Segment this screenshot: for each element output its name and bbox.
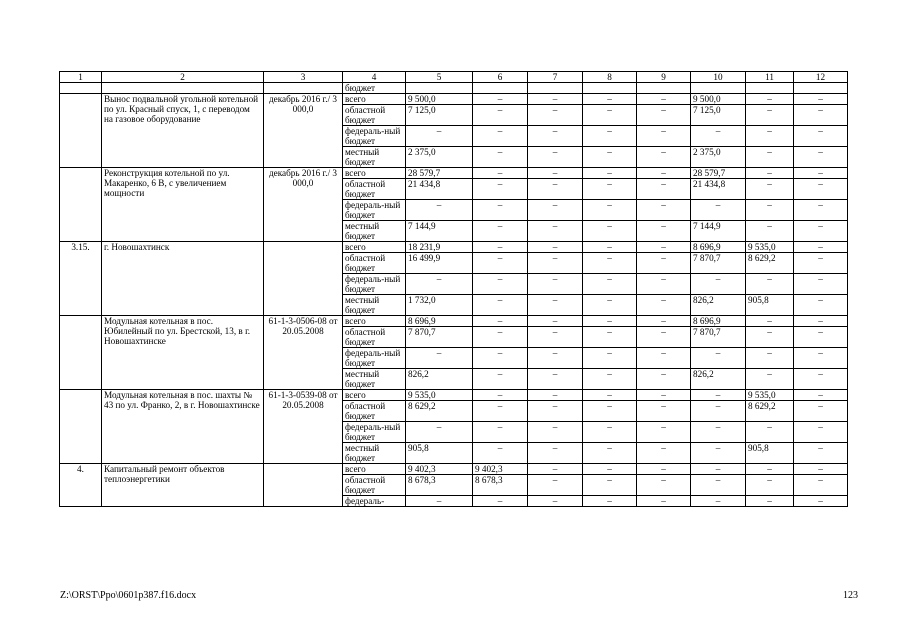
value-cell: – xyxy=(794,274,848,295)
value-cell: – xyxy=(473,179,528,200)
item-document-ref xyxy=(264,464,343,507)
budget-type-cell: всего xyxy=(343,242,406,253)
value-cell: – xyxy=(794,126,848,147)
value-cell: – xyxy=(794,401,848,422)
value-cell: – xyxy=(473,390,528,401)
table-row xyxy=(60,390,848,401)
value-cell: – xyxy=(637,464,691,475)
value-cell: – xyxy=(528,253,583,274)
value-cell: – xyxy=(528,475,583,496)
value-cell: – xyxy=(528,168,583,179)
value-cell: – xyxy=(794,94,848,105)
value-cell: – xyxy=(528,464,583,475)
header-cell: 7 xyxy=(528,72,583,83)
header-cell: 4 xyxy=(343,72,406,83)
item-description: Модульная котельная в пос. шахты № 43 по ул. Франко, 2, в г. Новошахтинске xyxy=(102,390,264,464)
table-row xyxy=(60,242,848,253)
value-cell: 905,8 xyxy=(746,443,794,464)
value-cell: – xyxy=(583,242,637,253)
item-number: 3.15. xyxy=(60,242,102,316)
value-cell: – xyxy=(583,147,637,168)
value-cell: – xyxy=(583,179,637,200)
value-cell: – xyxy=(746,274,794,295)
item-document-ref: 61-1-3-0506-08 от 20.05.2008 xyxy=(264,316,343,390)
budget-type-cell: федераль-ный бюджет xyxy=(343,126,406,147)
budget-type-cell: всего xyxy=(343,464,406,475)
value-cell: – xyxy=(583,475,637,496)
budget-type-cell: федераль-ный бюджет xyxy=(343,200,406,221)
value-cell: – xyxy=(794,105,848,126)
value-cell: – xyxy=(794,253,848,274)
value-cell: – xyxy=(406,200,473,221)
value-cell: – xyxy=(691,200,746,221)
value-cell: – xyxy=(794,200,848,221)
value-cell: 21 434,8 xyxy=(691,179,746,200)
budget-table xyxy=(59,71,848,507)
value-cell: – xyxy=(746,147,794,168)
value-cell: – xyxy=(528,179,583,200)
budget-type-cell: местный бюджет xyxy=(343,147,406,168)
value-cell: 8 678,3 xyxy=(406,475,473,496)
table-row xyxy=(60,168,848,179)
value-cell: – xyxy=(794,390,848,401)
empty-cell xyxy=(637,83,691,94)
value-cell: – xyxy=(583,348,637,369)
value-cell: 8 696,9 xyxy=(691,242,746,253)
value-cell: – xyxy=(794,316,848,327)
value-cell: – xyxy=(473,369,528,390)
value-cell: – xyxy=(583,401,637,422)
value-cell: – xyxy=(746,475,794,496)
value-cell: – xyxy=(473,295,528,316)
value-cell: – xyxy=(528,369,583,390)
value-cell: – xyxy=(473,401,528,422)
value-cell: – xyxy=(637,221,691,242)
header-cell: 1 xyxy=(60,72,102,83)
value-cell: – xyxy=(794,168,848,179)
value-cell: – xyxy=(637,443,691,464)
value-cell: – xyxy=(637,295,691,316)
value-cell: – xyxy=(583,221,637,242)
value-cell: – xyxy=(473,348,528,369)
value-cell: – xyxy=(473,242,528,253)
empty-cell xyxy=(528,83,583,94)
value-cell: – xyxy=(583,295,637,316)
value-cell: 8 629,2 xyxy=(746,253,794,274)
budget-type-cell: федераль-ный бюджет xyxy=(343,348,406,369)
value-cell: – xyxy=(691,274,746,295)
item-description: г. Новошахтинск xyxy=(102,242,264,316)
value-cell: – xyxy=(583,274,637,295)
value-cell: – xyxy=(473,147,528,168)
header-cell: 12 xyxy=(794,72,848,83)
value-cell: 9 402,3 xyxy=(406,464,473,475)
value-cell: – xyxy=(583,105,637,126)
value-cell: 9 535,0 xyxy=(746,390,794,401)
value-cell: – xyxy=(637,168,691,179)
value-cell: – xyxy=(473,496,528,507)
header-cell: 9 xyxy=(637,72,691,83)
budget-type-cell: всего xyxy=(343,94,406,105)
value-cell: 826,2 xyxy=(691,369,746,390)
value-cell: – xyxy=(637,348,691,369)
value-cell: – xyxy=(794,221,848,242)
value-cell: – xyxy=(473,221,528,242)
value-cell: 905,8 xyxy=(406,443,473,464)
value-cell: – xyxy=(637,94,691,105)
value-cell: – xyxy=(406,274,473,295)
value-cell: – xyxy=(794,327,848,348)
table-row xyxy=(60,464,848,475)
item-document-ref xyxy=(264,242,343,316)
value-cell: – xyxy=(794,348,848,369)
value-cell: – xyxy=(528,147,583,168)
value-cell: – xyxy=(746,422,794,443)
value-cell: 2 375,0 xyxy=(406,147,473,168)
value-cell: 1 732,0 xyxy=(406,295,473,316)
page-number: 123 xyxy=(843,590,858,601)
value-cell: – xyxy=(473,422,528,443)
value-cell: 7 144,9 xyxy=(691,221,746,242)
value-cell: – xyxy=(528,401,583,422)
value-cell: 8 696,9 xyxy=(406,316,473,327)
value-cell: – xyxy=(473,168,528,179)
value-cell: 7 870,7 xyxy=(406,327,473,348)
item-document-ref: декабрь 2016 г./ 3 000,0 xyxy=(264,168,343,242)
value-cell: – xyxy=(637,369,691,390)
value-cell: 8 678,3 xyxy=(473,475,528,496)
value-cell: – xyxy=(794,369,848,390)
header-row xyxy=(60,72,848,83)
value-cell: 9 535,0 xyxy=(406,390,473,401)
table-body xyxy=(60,72,848,507)
value-cell: – xyxy=(746,221,794,242)
value-cell: – xyxy=(637,390,691,401)
value-cell: 18 231,9 xyxy=(406,242,473,253)
value-cell: – xyxy=(746,464,794,475)
item-number xyxy=(60,316,102,390)
value-cell: – xyxy=(528,200,583,221)
value-cell: – xyxy=(406,496,473,507)
value-cell: – xyxy=(583,464,637,475)
value-cell: – xyxy=(473,94,528,105)
value-cell: – xyxy=(473,105,528,126)
item-description: Капитальный ремонт объектов теплоэнергетики xyxy=(102,464,264,507)
value-cell: – xyxy=(583,443,637,464)
value-cell: 905,8 xyxy=(746,295,794,316)
value-cell: – xyxy=(794,464,848,475)
empty-cell xyxy=(473,83,528,94)
header-cell: 5 xyxy=(406,72,473,83)
value-cell: – xyxy=(406,422,473,443)
budget-type-cell: федераль- xyxy=(343,496,406,507)
value-cell: – xyxy=(528,105,583,126)
value-cell: – xyxy=(794,295,848,316)
value-cell: – xyxy=(637,274,691,295)
value-cell: – xyxy=(528,422,583,443)
item-document-ref: декабрь 2016 г./ 3 000,0 xyxy=(264,94,343,168)
value-cell: – xyxy=(746,348,794,369)
value-cell: – xyxy=(794,422,848,443)
value-cell: 28 579,7 xyxy=(406,168,473,179)
value-cell: – xyxy=(746,168,794,179)
value-cell: – xyxy=(528,126,583,147)
empty-cell xyxy=(794,83,848,94)
value-cell: – xyxy=(473,126,528,147)
value-cell: – xyxy=(746,200,794,221)
value-cell: – xyxy=(637,253,691,274)
budget-type-cell: всего xyxy=(343,316,406,327)
value-cell: 9 402,3 xyxy=(473,464,528,475)
empty-cell xyxy=(691,83,746,94)
empty-cell xyxy=(583,83,637,94)
value-cell: – xyxy=(583,94,637,105)
header-cell: 2 xyxy=(102,72,264,83)
value-cell: – xyxy=(637,242,691,253)
value-cell: – xyxy=(637,200,691,221)
empty-cell xyxy=(60,83,102,94)
item-number xyxy=(60,390,102,464)
value-cell: 7 125,0 xyxy=(406,105,473,126)
value-cell: – xyxy=(528,221,583,242)
value-cell: – xyxy=(637,105,691,126)
value-cell: – xyxy=(473,200,528,221)
value-cell: – xyxy=(583,168,637,179)
value-cell: – xyxy=(528,295,583,316)
value-cell: – xyxy=(691,496,746,507)
item-number xyxy=(60,94,102,168)
value-cell: – xyxy=(691,401,746,422)
item-description: Реконструкция котельной по ул. Макаренко, 6 В, с увеличением мощности xyxy=(102,168,264,242)
value-cell: – xyxy=(528,327,583,348)
value-cell: – xyxy=(637,147,691,168)
value-cell: – xyxy=(473,327,528,348)
value-cell: – xyxy=(528,316,583,327)
value-cell: – xyxy=(583,390,637,401)
value-cell: – xyxy=(691,126,746,147)
footer-file-path: Z:\ORST\Ppo\0601p387.f16.docx xyxy=(60,590,197,601)
value-cell: – xyxy=(691,443,746,464)
value-cell: – xyxy=(528,390,583,401)
value-cell: – xyxy=(794,443,848,464)
budget-type-cell: областной бюджет xyxy=(343,253,406,274)
table-row xyxy=(60,83,848,94)
value-cell: 9 500,0 xyxy=(691,94,746,105)
value-cell: 16 499,9 xyxy=(406,253,473,274)
value-cell: 7 870,7 xyxy=(691,253,746,274)
value-cell: 9 535,0 xyxy=(746,242,794,253)
value-cell: – xyxy=(473,253,528,274)
budget-type-cell: областной бюджет xyxy=(343,179,406,200)
budget-type-cell: областной бюджет xyxy=(343,401,406,422)
value-cell: 28 579,7 xyxy=(691,168,746,179)
budget-type-cell: местный бюджет xyxy=(343,369,406,390)
value-cell: – xyxy=(583,126,637,147)
value-cell: – xyxy=(583,253,637,274)
value-cell: – xyxy=(637,316,691,327)
value-cell: – xyxy=(637,475,691,496)
budget-type-cell: местный бюджет xyxy=(343,443,406,464)
value-cell: – xyxy=(528,274,583,295)
value-cell: – xyxy=(746,179,794,200)
budget-type-cell: федераль-ный бюджет xyxy=(343,422,406,443)
item-number xyxy=(60,168,102,242)
value-cell: 826,2 xyxy=(406,369,473,390)
value-cell: – xyxy=(691,348,746,369)
empty-cell xyxy=(102,83,264,94)
value-cell: – xyxy=(794,147,848,168)
value-cell: – xyxy=(528,496,583,507)
item-description: Модульная котельная в пос. Юбилейный по ул. Брестской, 13, в г. Новошахтинске xyxy=(102,316,264,390)
header-cell: 3 xyxy=(264,72,343,83)
value-cell: 8 629,2 xyxy=(406,401,473,422)
budget-type-cell: местный бюджет xyxy=(343,295,406,316)
value-cell: – xyxy=(746,126,794,147)
value-cell: 7 144,9 xyxy=(406,221,473,242)
value-cell: – xyxy=(637,496,691,507)
value-cell: 826,2 xyxy=(691,295,746,316)
value-cell: – xyxy=(637,126,691,147)
budget-type-cell: местный бюджет xyxy=(343,221,406,242)
value-cell: – xyxy=(528,94,583,105)
value-cell: 2 375,0 xyxy=(691,147,746,168)
header-cell: 10 xyxy=(691,72,746,83)
value-cell: – xyxy=(746,316,794,327)
value-cell: 7 870,7 xyxy=(691,327,746,348)
value-cell: – xyxy=(691,422,746,443)
value-cell: – xyxy=(794,242,848,253)
value-cell: – xyxy=(746,94,794,105)
value-cell: 9 500,0 xyxy=(406,94,473,105)
table-row xyxy=(60,316,848,327)
table-row xyxy=(60,94,848,105)
value-cell: – xyxy=(473,443,528,464)
item-number: 4. xyxy=(60,464,102,507)
value-cell: – xyxy=(583,316,637,327)
empty-cell xyxy=(264,83,343,94)
budget-type-cell: федераль-ный бюджет xyxy=(343,274,406,295)
value-cell: – xyxy=(583,369,637,390)
value-cell: – xyxy=(794,179,848,200)
value-cell: – xyxy=(746,327,794,348)
value-cell: 21 434,8 xyxy=(406,179,473,200)
budget-type-cell: областной бюджет xyxy=(343,105,406,126)
value-cell: – xyxy=(794,475,848,496)
value-cell: – xyxy=(794,496,848,507)
value-cell: – xyxy=(528,242,583,253)
budget-type-cell: бюджет xyxy=(343,83,406,94)
value-cell: – xyxy=(691,475,746,496)
value-cell: – xyxy=(746,496,794,507)
budget-type-cell: всего xyxy=(343,390,406,401)
budget-type-cell: областной бюджет xyxy=(343,327,406,348)
value-cell: – xyxy=(583,496,637,507)
item-document-ref: 61-1-3-0539-08 от 20.05.2008 xyxy=(264,390,343,464)
value-cell: – xyxy=(473,274,528,295)
empty-cell xyxy=(406,83,473,94)
budget-type-cell: областной бюджет xyxy=(343,475,406,496)
item-description: Вынос подвальной угольной котельной по ул. Красный спуск, 1, с переводом на газовое оборудование xyxy=(102,94,264,168)
value-cell: 7 125,0 xyxy=(691,105,746,126)
value-cell: 8 629,2 xyxy=(746,401,794,422)
value-cell: – xyxy=(637,327,691,348)
value-cell: – xyxy=(583,422,637,443)
value-cell: – xyxy=(583,327,637,348)
value-cell: – xyxy=(473,316,528,327)
value-cell: – xyxy=(637,179,691,200)
value-cell: – xyxy=(528,443,583,464)
value-cell: – xyxy=(691,390,746,401)
budget-type-cell: всего xyxy=(343,168,406,179)
value-cell: – xyxy=(637,422,691,443)
header-cell: 8 xyxy=(583,72,637,83)
value-cell: – xyxy=(746,105,794,126)
header-cell: 11 xyxy=(746,72,794,83)
value-cell: – xyxy=(637,401,691,422)
value-cell: – xyxy=(528,348,583,369)
value-cell: – xyxy=(746,369,794,390)
header-cell: 6 xyxy=(473,72,528,83)
value-cell: 8 696,9 xyxy=(691,316,746,327)
value-cell: – xyxy=(406,126,473,147)
empty-cell xyxy=(746,83,794,94)
value-cell: – xyxy=(583,200,637,221)
value-cell: – xyxy=(406,348,473,369)
value-cell: – xyxy=(691,464,746,475)
